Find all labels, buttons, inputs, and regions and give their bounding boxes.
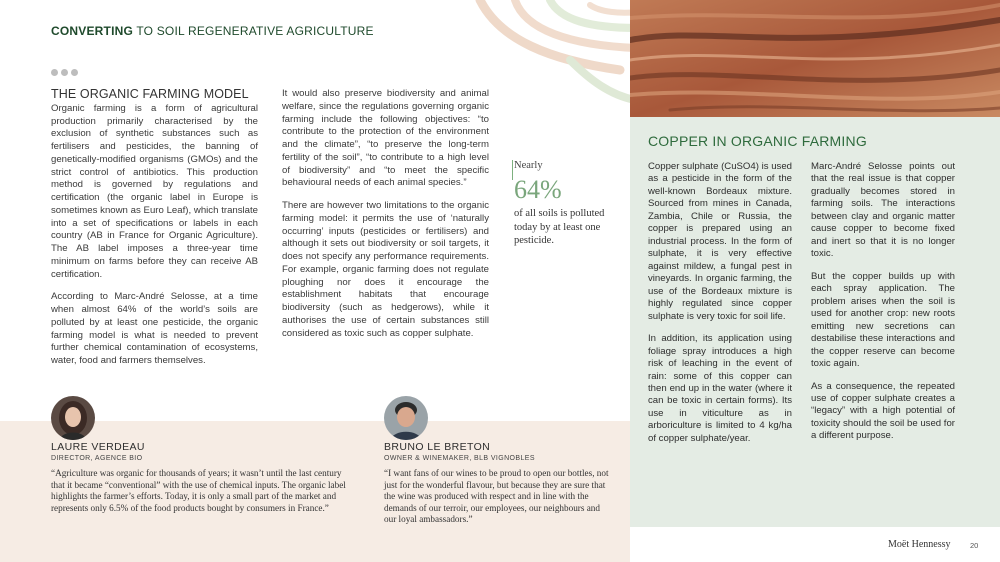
person-role: DIRECTOR, AGENCE BIO [51, 455, 143, 462]
stat-lead: Nearly [514, 160, 543, 171]
person-name: BRUNO LE BRETON [384, 441, 491, 453]
stat-callout [514, 160, 626, 248]
header-rest: TO SOIL REGENERATIVE AGRICULTURE [136, 24, 374, 38]
copper-sidebar-panel [630, 117, 1000, 527]
brand-logo: Moët Hennessy [888, 539, 951, 550]
avatar [51, 396, 95, 440]
paragraph: According to Marc-André Selosse, at a time when almost 64% of the world’s soils are polluted by at least one pesticide, the organic farming model is what is needed to prevent further chemical contamination of ecosystems, water, food and farmers themselves. [51, 291, 258, 366]
rock-texture-image [630, 0, 1000, 117]
paragraph: As a consequence, the repeated use of copper sulphate creates a “legacy” with a high potential of toxicity should the soil be used for a different purpose. [811, 380, 955, 442]
person-quote: “I want fans of our wines to be proud to open our bottles, not just for the wonderful flavour, but because they are sure that the wine was produced with respect and in line with the demands of our terroir, our employees, our neighbours and our loyal ambassadors.” [384, 468, 609, 524]
stat-accent-bar [512, 160, 513, 180]
section-title: THE ORGANIC FARMING MODEL [51, 87, 249, 101]
paragraph: In addition, its application using foliage spray introduces a high risk of leaching in the event of rain: some of this copper can then end up in the water (where it can be toxic in certain forms). Its use in viticulture as in arboriculture is limited to 4 kg/ha of copper sulphate/year. [648, 333, 792, 444]
person-quote: “Agriculture was organic for thousands of years; it wasn’t until the last century that it became “conventional” with the use of chemical inputs. The organic label highlights the farmer’s efforts. Today, it is only a small part of the market and represents only 6.5% of the food products bought by consumers in France.” [51, 468, 346, 513]
person-role: OWNER & WINEMAKER, BLB VIGNOBLES [384, 455, 535, 462]
panel-column-1 [648, 161, 792, 455]
section-dots [51, 69, 78, 76]
avatar [384, 396, 428, 440]
stat-description: of all soils is polluted today by at least one pesticide. [514, 208, 605, 247]
article-column-2 [282, 88, 489, 350]
article-column-1 [51, 88, 258, 378]
stat-value: 64% [514, 175, 562, 204]
header-bold: CONVERTING [51, 24, 134, 38]
paragraph: Organic farming is a form of agricultural production primarily characterised by the exclusion of synthetic substances such as fertilisers and pesticides, the banning of genetically-modified organisms (GMOs) and the strict control of antibiotics. This production method is governed by regulations and certification (the organic label in Europe is sometimes known as Euro Leaf), which translate into a set of specifications or labels in each country (AB in France for Organic Agriculture). The AB label imposes a three-year time minimum on farms before they can receive AB certification. [51, 102, 258, 280]
quote-bruno-le-breton [384, 441, 614, 526]
paragraph: There are however two limitations to the organic farming model: it permits the use of ‘naturally occurring’ inputs (pesticides or fertilisers) and although it sets out biodiversity or soil targets, it does not specify any performance requirements. For example, organic farming does not regulate ploughing nor does it encourage the establishment habitats that encourage biodiversity (such as hedgerows), while it authorises the use of certain substances still considered as toxic such as copper sulphate. [282, 200, 489, 339]
paragraph: Marc-André Selosse points out that the real issue is that copper gradually becomes stored in farming soils. The interactions between clay and organic matter cause copper to become fixed and inert so that it is no longer toxic. [811, 161, 955, 260]
person-name: LAURE VERDEAU [51, 441, 145, 453]
panel-title: COPPER IN ORGANIC FARMING [648, 133, 867, 149]
paragraph: Copper sulphate (CuSO4) is used as a pesticide in the form of the well-known Bordeaux mixture. Sourced from mines in Canada, Zambia, Chile or Russia, the copper is prepared using an industrial process. In the form of sulphate, it is very effective against mildew, a fungal pest in vineyards. In organic farming, the use of the Bordeaux mixture is highly regulated since copper sulphate is very toxic for soil life. [648, 161, 792, 322]
quote-laure-verdeau [51, 441, 351, 514]
paragraph: But the copper builds up with each spray application. The problem arises when the soil is used for another crop: new roots emitting new secretions can destabilise these interactions and the copper reserve can become toxic again. [811, 270, 955, 370]
page-number: 20 [970, 541, 979, 550]
panel-column-2 [811, 161, 955, 453]
page-header [51, 24, 374, 38]
paragraph: It would also preserve biodiversity and animal welfare, since the regulations governing organic farming include the following objectives: “to contribute to the protection of the environment and the climate”, “to preserve the long-term fertility of the soil”, “to contribute to a high level of biodiversity” and “to meet the specific behavioural needs of each animal species.” [282, 88, 489, 189]
